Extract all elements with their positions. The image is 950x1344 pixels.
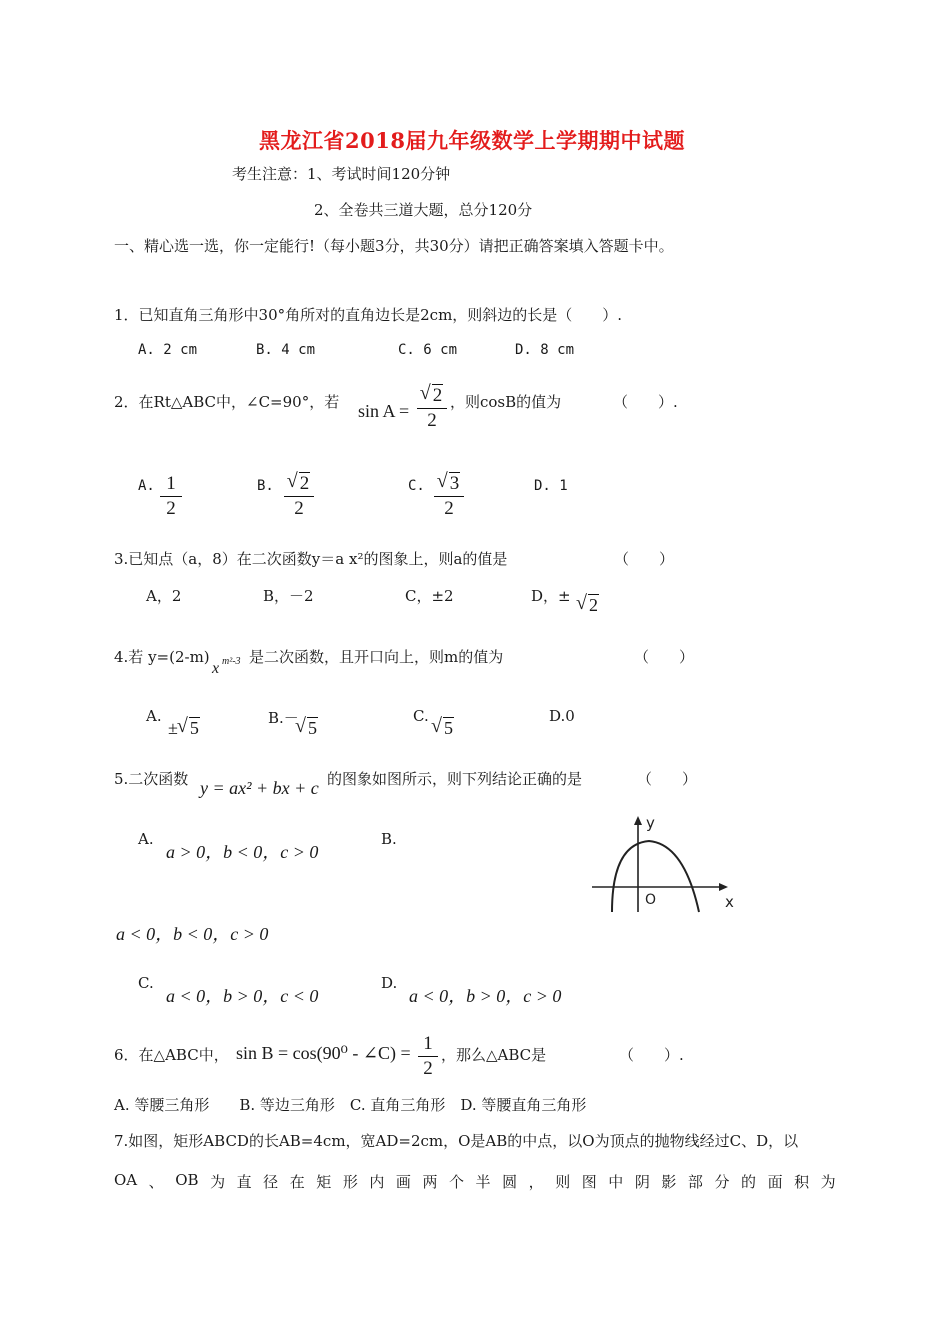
question-5-suffix: 的图象如图所示，则下列结论正确的是: [327, 770, 583, 788]
q5-formula: y = ax² + bx + c: [200, 778, 319, 798]
q4-option-b-label: B.－: [268, 709, 299, 727]
q4-option-a-label: A.: [146, 707, 162, 725]
q7-line-2-char: 积: [794, 1173, 810, 1191]
sqrt-symbol: √ 2: [421, 385, 444, 407]
q7-line-2-char: 阴: [634, 1173, 650, 1191]
x-axis-label: x: [725, 893, 734, 911]
q5-option-d: a < 0，b > 0，c > 0: [409, 986, 562, 1006]
q7-line-2-char: 形: [342, 1173, 358, 1191]
y-axis-label: y: [646, 814, 655, 832]
q7-line-2-char: 半: [475, 1173, 491, 1191]
q3-option-c: C，±2: [405, 587, 454, 605]
q2-option-b-fraction: √ 2 2: [284, 473, 314, 520]
x-axis-arrow: [719, 883, 728, 891]
q7-line-2-char: 、: [148, 1173, 164, 1191]
q5-option-a-label: A.: [138, 830, 154, 848]
q1-option-a: A. 2 cm: [138, 342, 198, 358]
q5-option-b: a < 0，b < 0，c > 0: [116, 924, 269, 944]
q6-fraction: 1 2: [418, 1033, 438, 1080]
sqrt-symbol: √ 3: [438, 473, 461, 495]
page-title: 黑龙江省2018届九年级数学上学期期中试题: [259, 128, 685, 153]
q2-option-c-fraction: √ 3 2: [434, 473, 464, 520]
q3-option-d-sqrt: √ 2: [577, 595, 599, 616]
q7-line-2-char: 直: [236, 1173, 252, 1191]
q7-line-2-char: 矩: [316, 1173, 332, 1191]
q7-line-2-char: 径: [263, 1173, 279, 1191]
q3-option-b: B，－2: [263, 587, 314, 605]
q7-line-2-char: OB: [175, 1171, 199, 1189]
q7-line-2-char: 部: [687, 1173, 703, 1191]
question-4-prefix: 4.若 y=(2-m): [114, 648, 210, 666]
q4-option-b-sqrt: √ 5: [296, 718, 318, 739]
q2-answer-paren: （ ）.: [613, 393, 678, 411]
q2-fraction: √ 2 2: [417, 385, 447, 432]
q7-line-2-char: 面: [767, 1173, 783, 1191]
question-2-prefix: 2．在Rt△ABC中，∠C=90°，若: [114, 393, 340, 411]
q4-option-c-label: C.: [413, 707, 429, 725]
question-5-prefix: 5.二次函数: [114, 770, 189, 788]
q7-line-2-char: 的: [741, 1173, 757, 1191]
q3-option-d-label: D，±: [531, 587, 571, 605]
q4-answer-paren: （ ）: [634, 648, 695, 666]
q5-option-a: a > 0，b < 0，c > 0: [166, 842, 319, 862]
q2-option-b-label: B.: [257, 478, 274, 494]
question-6-suffix: ，那么△ABC是: [441, 1046, 547, 1064]
sqrt-symbol: √ 2: [288, 473, 311, 495]
q7-line-2-char: 画: [395, 1173, 411, 1191]
q6-expression: sin B = cos(90⁰ - ∠C) =: [236, 1043, 411, 1063]
q4-option-a-value: ±√ 5: [168, 718, 200, 739]
q2-option-c-label: C.: [408, 478, 425, 494]
section-1-heading: 一、精心选一选，你一定能行!（每小题3分，共30分）请把正确答案填入答题卡中。: [114, 237, 674, 255]
q7-line-2-char: 圆: [502, 1173, 518, 1191]
question-3: 3.已知点（a，8）在二次函数y＝a x²的图象上，则a的值是: [114, 550, 508, 568]
q2-option-a-label: A.: [138, 478, 155, 494]
q4-base: x: [212, 660, 220, 677]
question-4-suffix: 是二次函数，且开口向上，则m的值为: [249, 648, 504, 666]
q7-line-2-char: 影: [661, 1173, 677, 1191]
q1-option-d: D. 8 cm: [515, 342, 575, 358]
q6-answer-paren: （ ）.: [619, 1046, 684, 1064]
q2-option-a-fraction: 1 2: [160, 473, 182, 520]
q7-line-2-char: 为: [210, 1173, 226, 1191]
q7-line-2-char: 中: [608, 1173, 624, 1191]
question-2-suffix: ，则cosB的值为: [450, 393, 562, 411]
q4-option-c-sqrt: √ 5: [432, 718, 454, 739]
q4-exponent: m²-3: [222, 656, 241, 667]
q5-option-d-label: D.: [381, 974, 398, 992]
q2-sin-a: sin A =: [358, 401, 410, 421]
notice-line-2: 2、全卷共三道大题，总分120分: [314, 201, 533, 219]
q7-line-2-char: 图: [581, 1173, 597, 1191]
q1-option-c: C. 6 cm: [398, 342, 458, 358]
q1-option-b: B. 4 cm: [256, 342, 316, 358]
question-7-line-2: [114, 1171, 836, 1192]
q7-line-2-char: OA: [114, 1171, 138, 1189]
q2-option-d: D. 1: [534, 478, 568, 494]
q6-options: A. 等腰三角形 B. 等边三角形 C. 直角三角形 D. 等腰直角三角形: [114, 1096, 587, 1114]
q5-option-b-label: B.: [381, 830, 397, 848]
q5-parabola-figure: [588, 808, 748, 918]
q3-answer-paren: （ ）: [614, 550, 675, 568]
question-6-prefix: 6．在△ABC中，: [114, 1046, 229, 1064]
q7-line-2-char: 在: [289, 1173, 305, 1191]
q7-line-2-char: ，: [528, 1173, 544, 1191]
q4-option-d: D.0: [549, 707, 575, 725]
question-7-line-1: 7.如图，矩形ABCD的长AB=4cm，宽AD=2cm，O是AB的中点，以O为顶点的抛物线经过C、D，以: [114, 1132, 799, 1150]
q7-line-2-char: 分: [714, 1173, 730, 1191]
notice-line-1: 考生注意：1、考试时间120分钟: [232, 165, 451, 183]
q7-line-2-char: 则: [555, 1173, 571, 1191]
q7-line-2-char: 为: [820, 1173, 836, 1191]
origin-label: O: [645, 892, 657, 908]
q7-line-2-char: 内: [369, 1173, 385, 1191]
q7-line-2-char: 个: [449, 1173, 465, 1191]
q5-option-c-label: C.: [138, 974, 154, 992]
q5-answer-paren: （ ）: [637, 770, 698, 788]
question-1: 1．已知直角三角形中30°角所对的直角边长是2cm，则斜边的长是（ ）.: [114, 306, 623, 324]
q3-option-a: A，2: [146, 587, 182, 605]
q5-option-c: a < 0，b > 0，c < 0: [166, 986, 319, 1006]
y-axis-arrow: [634, 816, 642, 825]
q7-line-2-char: 两: [422, 1173, 438, 1191]
